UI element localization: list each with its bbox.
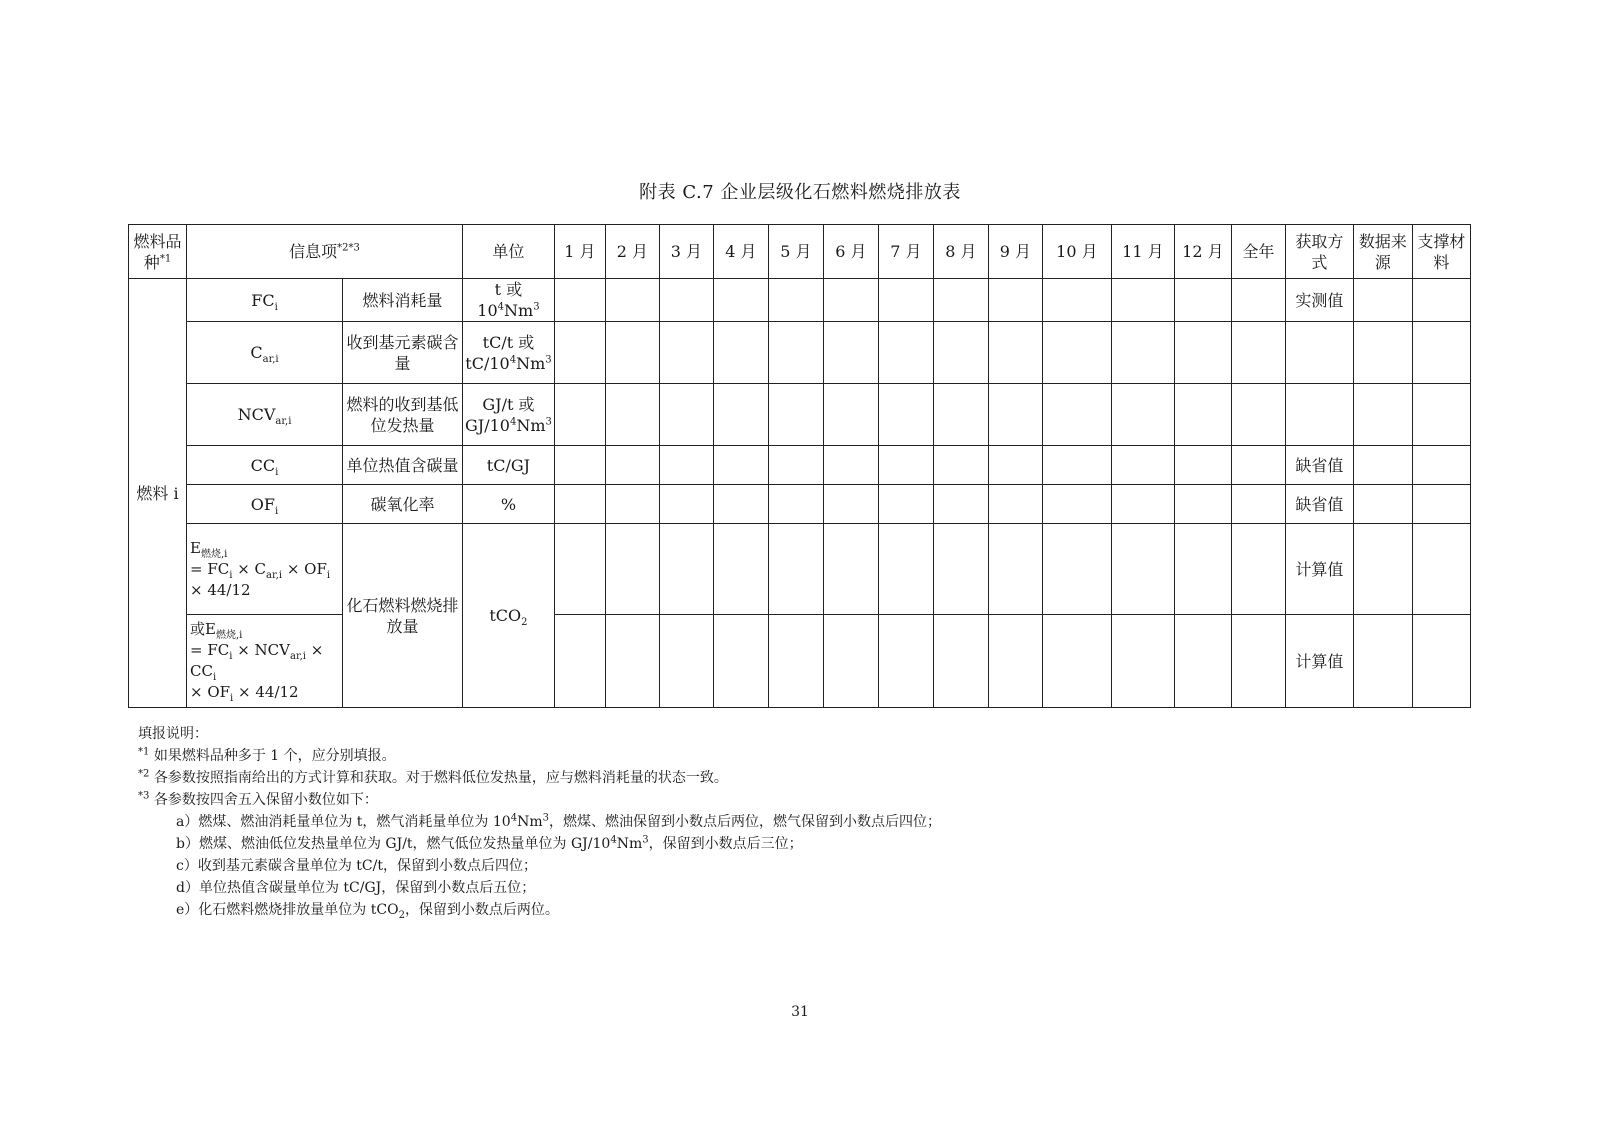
month-cell[interactable] (605, 279, 659, 322)
month-cell[interactable] (933, 485, 988, 524)
month-cell[interactable] (1111, 524, 1174, 615)
month-cell[interactable] (878, 279, 933, 322)
row-symbol: $OF_i$ (187, 485, 343, 524)
row-unit: tC/t 或 $tC/10^4Nm^3$ (463, 322, 555, 384)
formula-combustion-1: $E_{燃烧,i}$ = $FC_i \times C_{ar,i} \times OF_i$ × 44/12 (187, 524, 343, 615)
month-cell[interactable] (1042, 322, 1111, 384)
month-cell[interactable] (768, 485, 823, 524)
header-year: 全年 (1231, 225, 1285, 279)
row-name: 碳氧化率 (343, 485, 463, 524)
year-cell[interactable] (1231, 446, 1285, 485)
method-cell: 实测值 (1285, 279, 1353, 322)
row-name: 燃料消耗量 (343, 279, 463, 322)
support-cell[interactable] (1412, 322, 1470, 384)
month-cell[interactable] (1111, 615, 1174, 708)
header-month-10: 10 月 (1042, 225, 1111, 279)
month-cell[interactable] (554, 524, 605, 615)
month-cell[interactable] (768, 279, 823, 322)
month-cell[interactable] (659, 279, 713, 322)
month-cell[interactable] (823, 485, 878, 524)
header-method: 获取方式 (1285, 225, 1353, 279)
month-cell[interactable] (554, 446, 605, 485)
month-cell[interactable] (768, 524, 823, 615)
header-month-3: 3 月 (659, 225, 713, 279)
month-cell[interactable] (659, 384, 713, 446)
source-cell[interactable] (1353, 384, 1412, 446)
method-cell: 计算值 (1285, 615, 1353, 708)
month-cell[interactable] (823, 615, 878, 708)
row-name: 化石燃料燃烧排放量 (343, 524, 463, 708)
row-symbol: $C_{ar,i}$ (187, 322, 343, 384)
header-month-7: 7 月 (878, 225, 933, 279)
month-cell[interactable] (1174, 322, 1231, 384)
month-cell[interactable] (933, 384, 988, 446)
month-cell[interactable] (713, 384, 768, 446)
month-cell[interactable] (605, 485, 659, 524)
month-cell[interactable] (933, 446, 988, 485)
month-cell[interactable] (659, 524, 713, 615)
note-3-c: c）收到基元素碳含量单位为 tC/t，保留到小数点后四位； (176, 858, 537, 874)
row-unit: GJ/t 或 $GJ/10^4Nm^3$ (463, 384, 555, 446)
month-cell[interactable] (933, 322, 988, 384)
header-month-5: 5 月 (768, 225, 823, 279)
month-cell[interactable] (605, 322, 659, 384)
method-cell: 计算值 (1285, 524, 1353, 615)
method-cell: 缺省值 (1285, 485, 1353, 524)
month-cell[interactable] (768, 322, 823, 384)
note-3-a: a）燃煤、燃油消耗量单位为 t，燃气消耗量单位为 $10^4Nm^3$，燃煤、燃油保留到小数点后两位，燃气保留到小数点后四位； (176, 812, 941, 830)
row-symbol: $NCV_{ar,i}$ (187, 384, 343, 446)
month-cell[interactable] (1174, 485, 1231, 524)
emission-table (128, 224, 1471, 708)
month-cell[interactable] (878, 524, 933, 615)
year-cell[interactable] (1231, 524, 1285, 615)
month-cell[interactable] (605, 446, 659, 485)
header-fuel-type: 燃料品种$^{*1}$ (129, 225, 187, 279)
month-cell[interactable] (554, 485, 605, 524)
table-row (129, 615, 1471, 708)
row-unit: t 或 $10^4Nm^3$ (463, 279, 555, 322)
month-cell[interactable] (713, 322, 768, 384)
month-cell[interactable] (605, 524, 659, 615)
month-cell[interactable] (768, 615, 823, 708)
header-unit: 单位 (463, 225, 555, 279)
month-cell[interactable] (823, 279, 878, 322)
header-month-12: 12 月 (1174, 225, 1231, 279)
month-cell[interactable] (988, 615, 1042, 708)
table-row (129, 322, 1471, 384)
note-3-e: e）化石燃料燃烧排放量单位为 tCO$_2$，保留到小数点后两位。 (176, 902, 559, 921)
month-cell[interactable] (823, 384, 878, 446)
source-cell[interactable] (1353, 524, 1412, 615)
month-cell[interactable] (1174, 279, 1231, 322)
month-cell[interactable] (988, 279, 1042, 322)
row-unit: % (463, 485, 555, 524)
method-cell (1285, 322, 1353, 384)
month-cell[interactable] (988, 446, 1042, 485)
header-month-6: 6 月 (823, 225, 878, 279)
month-cell[interactable] (1042, 485, 1111, 524)
month-cell[interactable] (768, 384, 823, 446)
month-cell[interactable] (713, 524, 768, 615)
month-cell[interactable] (878, 485, 933, 524)
month-cell[interactable] (823, 446, 878, 485)
note-2: $^{*2}$ 各参数按照指南给出的方式计算和获取。对于燃料低位发热量，应与燃料消耗量的状态一致。 (138, 768, 728, 786)
month-cell[interactable] (1174, 384, 1231, 446)
month-cell[interactable] (605, 615, 659, 708)
month-cell[interactable] (659, 322, 713, 384)
month-cell[interactable] (1111, 384, 1174, 446)
notes-heading: 填报说明： (138, 726, 208, 742)
month-cell[interactable] (1042, 279, 1111, 322)
month-cell[interactable] (659, 446, 713, 485)
support-cell[interactable] (1412, 446, 1470, 485)
month-cell[interactable] (988, 524, 1042, 615)
year-cell[interactable] (1231, 384, 1285, 446)
source-cell[interactable] (1353, 279, 1412, 322)
header-source: 数据来源 (1353, 225, 1412, 279)
table-row (129, 279, 1471, 322)
year-cell[interactable] (1231, 615, 1285, 708)
month-cell[interactable] (1174, 615, 1231, 708)
header-month-9: 9 月 (988, 225, 1042, 279)
month-cell[interactable] (1174, 446, 1231, 485)
note-3: $^{*3}$ 各参数按四舍五入保留小数位如下： (138, 790, 378, 808)
month-cell[interactable] (713, 485, 768, 524)
year-cell[interactable] (1231, 322, 1285, 384)
month-cell[interactable] (878, 322, 933, 384)
month-cell[interactable] (1042, 524, 1111, 615)
row-unit: tC/GJ (463, 446, 555, 485)
month-cell[interactable] (554, 384, 605, 446)
month-cell[interactable] (1111, 446, 1174, 485)
month-cell[interactable] (713, 446, 768, 485)
source-cell[interactable] (1353, 485, 1412, 524)
header-info-item: 信息项$^{*2*3}$ (187, 225, 463, 279)
month-cell[interactable] (1174, 524, 1231, 615)
header-support: 支撑材料 (1412, 225, 1470, 279)
month-cell[interactable] (713, 615, 768, 708)
row-name: 单位热值含碳量 (343, 446, 463, 485)
header-month-11: 11 月 (1111, 225, 1174, 279)
month-cell[interactable] (933, 279, 988, 322)
formula-combustion-2: 或$E_{燃烧,i}$ = $FC_i \times NCV_{ar,i} \times CC_i$ × $OF_i \times 44/12$ (187, 615, 343, 708)
method-cell (1285, 384, 1353, 446)
month-cell[interactable] (823, 322, 878, 384)
row-unit: tCO$_2$ (463, 524, 555, 708)
month-cell[interactable] (988, 322, 1042, 384)
method-cell: 缺省值 (1285, 446, 1353, 485)
header-row (129, 225, 1471, 279)
month-cell[interactable] (554, 279, 605, 322)
fuel-label: 燃料 i (129, 279, 187, 708)
month-cell[interactable] (1111, 485, 1174, 524)
year-cell[interactable] (1231, 279, 1285, 322)
month-cell[interactable] (933, 524, 988, 615)
row-symbol: $CC_i$ (187, 446, 343, 485)
table-row (129, 485, 1471, 524)
support-cell[interactable] (1412, 615, 1470, 708)
month-cell[interactable] (878, 384, 933, 446)
month-cell[interactable] (1042, 615, 1111, 708)
row-name: 收到基元素碳含量 (343, 322, 463, 384)
month-cell[interactable] (1042, 384, 1111, 446)
month-cell[interactable] (878, 446, 933, 485)
source-cell[interactable] (1353, 446, 1412, 485)
row-symbol: $FC_i$ (187, 279, 343, 322)
header-month-1: 1 月 (554, 225, 605, 279)
month-cell[interactable] (713, 279, 768, 322)
month-cell[interactable] (933, 615, 988, 708)
support-cell[interactable] (1412, 524, 1470, 615)
header-month-4: 4 月 (713, 225, 768, 279)
page-number: 31 (791, 1004, 809, 1020)
month-cell[interactable] (605, 384, 659, 446)
header-month-2: 2 月 (605, 225, 659, 279)
month-cell[interactable] (1111, 322, 1174, 384)
month-cell[interactable] (1042, 446, 1111, 485)
month-cell[interactable] (768, 446, 823, 485)
support-cell[interactable] (1412, 485, 1470, 524)
table-title: 附表 C.7 企业层级化石燃料燃烧排放表 (639, 182, 961, 203)
note-3-d: d）单位热值含碳量单位为 tC/GJ，保留到小数点后五位； (176, 880, 536, 896)
month-cell[interactable] (823, 524, 878, 615)
row-name: 燃料的收到基低位发热量 (343, 384, 463, 446)
month-cell[interactable] (554, 615, 605, 708)
support-cell[interactable] (1412, 279, 1470, 322)
month-cell[interactable] (1111, 279, 1174, 322)
month-cell[interactable] (988, 485, 1042, 524)
note-3-b: b）燃煤、燃油低位发热量单位为 GJ/t，燃气低位发热量单位为 $GJ/10^4Nm^3$，保留到小数点后三位； (176, 834, 803, 852)
table-row (129, 446, 1471, 485)
month-cell[interactable] (659, 485, 713, 524)
month-cell[interactable] (878, 615, 933, 708)
filling-notes (138, 723, 941, 921)
header-month-8: 8 月 (933, 225, 988, 279)
source-cell[interactable] (1353, 322, 1412, 384)
table-row (129, 384, 1471, 446)
table-row (129, 524, 1471, 615)
source-cell[interactable] (1353, 615, 1412, 708)
year-cell[interactable] (1231, 485, 1285, 524)
month-cell[interactable] (659, 615, 713, 708)
month-cell[interactable] (988, 384, 1042, 446)
support-cell[interactable] (1412, 384, 1470, 446)
month-cell[interactable] (554, 322, 605, 384)
note-1: $^{*1}$ 如果燃料品种多于 1 个，应分别填报。 (138, 746, 396, 764)
